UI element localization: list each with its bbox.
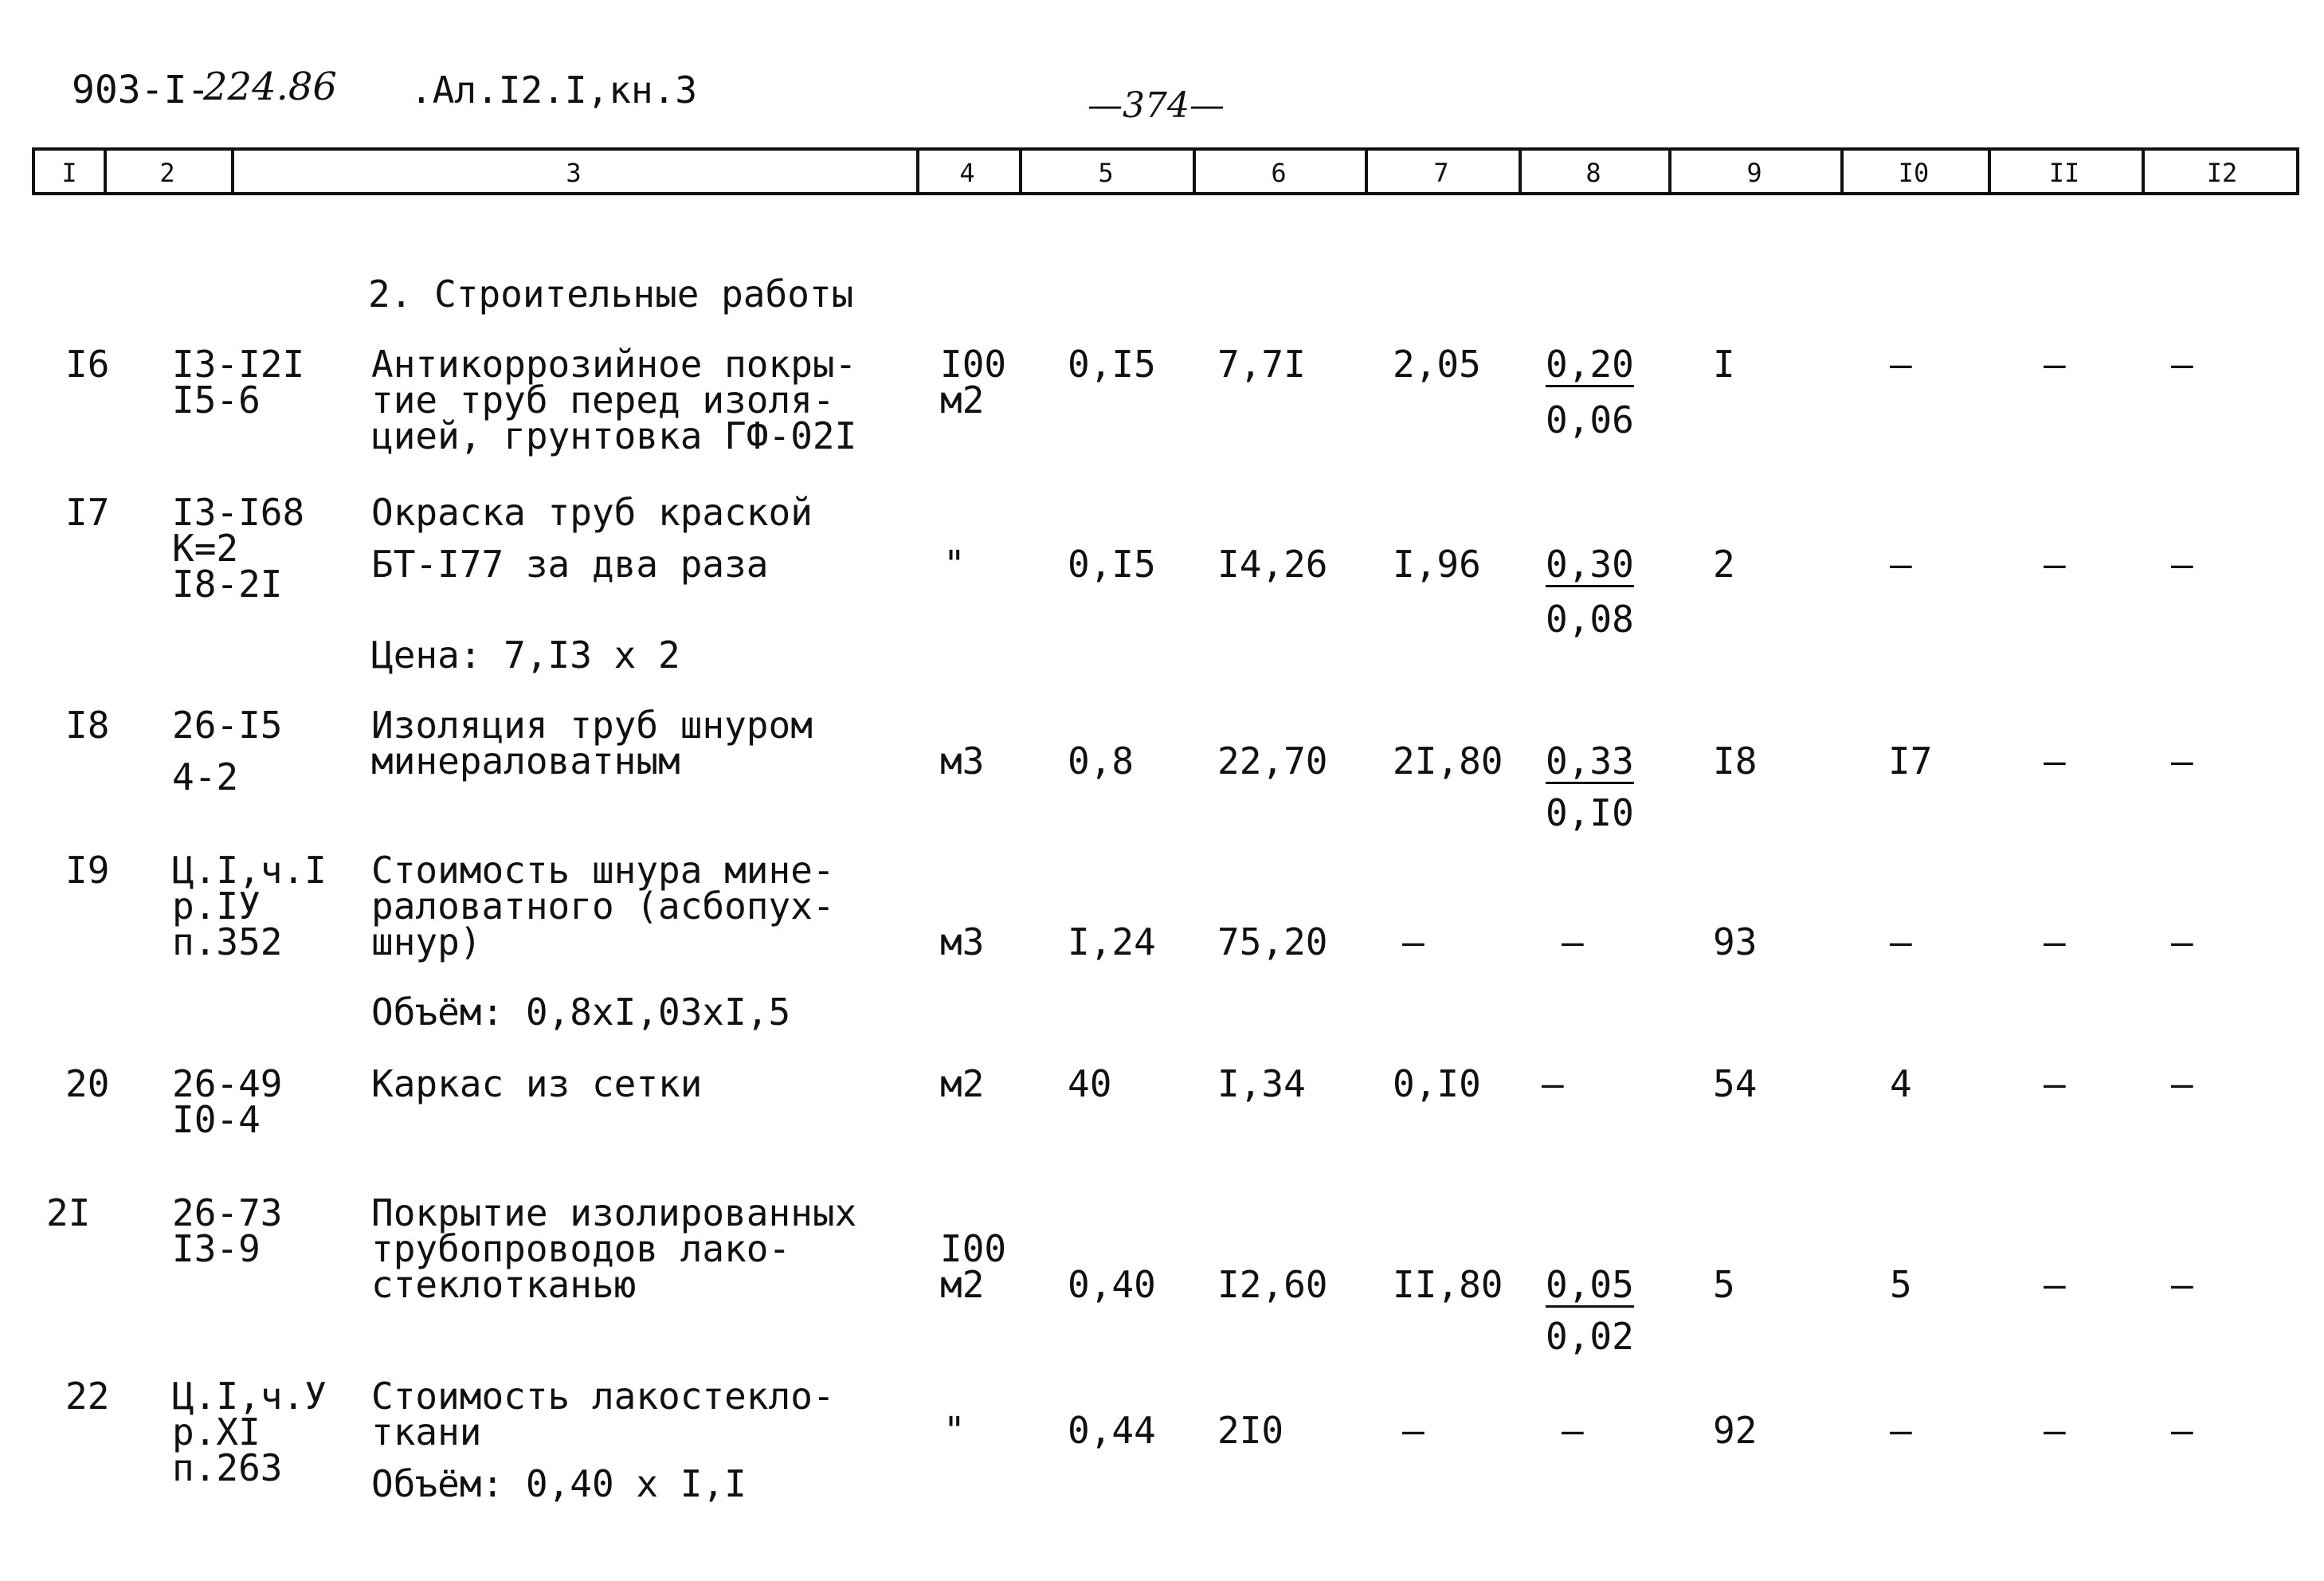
row-quantity: 0,44 (1068, 1409, 1156, 1452)
row-quantity: I,24 (1068, 920, 1156, 963)
col-header-9: 9 (1746, 158, 1762, 188)
row-col11: – (2044, 920, 2066, 963)
row-note: Объём: 0,40 х I,I (371, 1462, 747, 1505)
row-col10: 4 (1890, 1062, 1912, 1105)
doc-number-prefix: 903-I- (72, 68, 210, 112)
row-number: 20 (65, 1062, 110, 1105)
row-col11: – (2044, 1062, 2066, 1105)
row-col11: – (2044, 1263, 2066, 1306)
row-unit: I00 (940, 343, 1007, 386)
row-col7: II,80 (1393, 1263, 1503, 1306)
row-col12: – (2171, 1409, 2193, 1452)
row-number: 22 (65, 1375, 110, 1418)
row-code: р.XI (172, 1410, 261, 1454)
row-description: раловатного (асбопух- (371, 885, 835, 928)
row-col12: – (2171, 1062, 2193, 1105)
row-col9: I (1713, 343, 1735, 386)
row-description: ткани (371, 1410, 482, 1454)
row-price: I2,60 (1217, 1263, 1328, 1306)
row-description: Окраска труб краской (371, 491, 813, 534)
row-code: I3-9 (172, 1227, 261, 1270)
col-header-10: I0 (1898, 158, 1930, 188)
row-price: 7,7I (1217, 343, 1306, 386)
row-code: р.IУ (172, 885, 261, 928)
row-code: 4-2 (172, 755, 239, 798)
col-header-2: 2 (159, 158, 175, 188)
album-reference: .Ал.I2.I,кн.3 (410, 69, 698, 112)
row-price: I4,26 (1217, 543, 1328, 586)
row-col9: 93 (1713, 920, 1758, 963)
row-col11: – (2044, 343, 2066, 386)
row-code: п.352 (172, 920, 283, 963)
row-price: 2I0 (1217, 1409, 1284, 1452)
row-number: I8 (65, 704, 110, 747)
row-col10: 5 (1890, 1263, 1912, 1306)
row-number: 2I (46, 1191, 91, 1234)
row-col12: – (2171, 740, 2193, 783)
row-col10: – (1890, 1409, 1912, 1452)
row-col12: – (2171, 920, 2193, 963)
row-col7: 2,05 (1393, 343, 1481, 386)
row-note: Цена: 7,I3 х 2 (371, 634, 680, 677)
row-code: I3-I2I (172, 343, 305, 386)
row-note: Объём: 0,8хI,03хI,5 (371, 991, 791, 1034)
row-price: 75,20 (1217, 920, 1328, 963)
row-description: Стоимость шнура мине- (371, 849, 835, 892)
row-code: 26-73 (172, 1191, 283, 1234)
row-col8-bottom: 0,02 (1546, 1315, 1634, 1358)
row-code: К=2 (172, 527, 239, 570)
row-col7: I,96 (1393, 543, 1481, 586)
row-col7: 0,I0 (1393, 1062, 1481, 1105)
col-header-4: 4 (959, 158, 975, 188)
row-number: I7 (65, 491, 110, 534)
row-unit: м3 (940, 920, 985, 963)
row-col9: 2 (1713, 543, 1735, 586)
row-quantity: 0,40 (1068, 1263, 1156, 1306)
row-price: 22,70 (1217, 740, 1328, 783)
row-col9: 54 (1713, 1062, 1758, 1105)
row-unit: I00 (940, 1227, 1007, 1270)
row-quantity: 0,I5 (1068, 343, 1156, 386)
row-code: I8-2I (172, 563, 283, 606)
row-description: Изоляция труб шнуром (371, 704, 813, 747)
row-description: стеклотканью (371, 1263, 637, 1306)
row-col8: – (1562, 1409, 1584, 1452)
row-unit: м2 (940, 1062, 985, 1105)
row-unit: " (943, 543, 966, 586)
row-col8-top: 0,20 (1546, 343, 1634, 386)
row-col7: 2I,80 (1393, 740, 1503, 783)
col-header-6: 6 (1271, 158, 1287, 188)
row-description: трубопроводов лако- (371, 1227, 791, 1270)
row-description: Антикоррозийное покры- (371, 343, 857, 386)
row-code: Ц.I,ч.У (172, 1375, 327, 1418)
row-code: I3-I68 (172, 491, 305, 534)
row-col9: 92 (1713, 1409, 1758, 1452)
row-description: тие труб перед изоля- (371, 379, 835, 422)
row-description: цией, грунтовка ГФ-02I (371, 414, 857, 457)
row-unit: м2 (940, 1263, 985, 1306)
doc-number-handwritten: 224.86 (203, 65, 337, 109)
row-number: I9 (65, 849, 110, 892)
row-code: 26-I5 (172, 704, 283, 747)
row-price: I,34 (1217, 1062, 1306, 1105)
row-col8-top: 0,05 (1546, 1263, 1634, 1306)
row-description: БТ-I77 за два раза (371, 543, 769, 586)
row-description: Стоимость лакостекло- (371, 1375, 835, 1418)
row-code: Ц.I,ч.I (172, 849, 327, 892)
row-number: I6 (65, 343, 110, 386)
row-col10: – (1890, 543, 1912, 586)
col-header-3: 3 (566, 158, 582, 188)
row-col11: – (2044, 543, 2066, 586)
row-col12: – (2171, 343, 2193, 386)
col-header-8: 8 (1585, 158, 1601, 188)
row-quantity: 0,I5 (1068, 543, 1156, 586)
row-col11: – (2044, 740, 2066, 783)
row-description: шнур) (371, 920, 482, 963)
row-code: I5-6 (172, 379, 261, 422)
row-col8: – (1542, 1062, 1564, 1105)
row-col10: I7 (1888, 740, 1933, 783)
row-col11: – (2044, 1409, 2066, 1452)
row-col8-bottom: 0,08 (1546, 598, 1634, 641)
row-code: 26-49 (172, 1062, 283, 1105)
row-col7: – (1402, 920, 1425, 963)
col-header-12: I2 (2206, 158, 2238, 188)
row-col8-top: 0,33 (1546, 740, 1634, 783)
row-description: минераловатным (371, 740, 680, 783)
col-header-11: II (2048, 158, 2080, 188)
row-unit: " (943, 1409, 966, 1452)
row-description: Покрытие изолированных (371, 1191, 857, 1234)
row-col10: – (1890, 920, 1912, 963)
row-code: I0-4 (172, 1098, 261, 1141)
col-header-7: 7 (1433, 158, 1449, 188)
row-unit: м2 (940, 379, 985, 422)
row-col10: – (1890, 343, 1912, 386)
page-number: —374— (1088, 85, 1225, 126)
column-header-row (32, 147, 2299, 195)
section-title: 2. Строительные работы (368, 273, 854, 316)
row-col8-bottom: 0,I0 (1546, 791, 1634, 834)
row-unit: м3 (940, 740, 985, 783)
row-quantity: 40 (1068, 1062, 1112, 1105)
row-col7: – (1402, 1409, 1425, 1452)
row-quantity: 0,8 (1068, 740, 1135, 783)
row-code: п.263 (172, 1446, 283, 1489)
row-col8: – (1562, 920, 1584, 963)
row-col9: 5 (1713, 1263, 1735, 1306)
row-col12: – (2171, 1263, 2193, 1306)
row-col12: – (2171, 543, 2193, 586)
row-description: Каркас из сетки (371, 1062, 703, 1105)
row-col8-bottom: 0,06 (1546, 398, 1634, 441)
col-header-5: 5 (1098, 158, 1114, 188)
row-col9: I8 (1713, 740, 1758, 783)
col-header-1: I (61, 158, 77, 188)
row-col8-top: 0,30 (1546, 543, 1634, 586)
